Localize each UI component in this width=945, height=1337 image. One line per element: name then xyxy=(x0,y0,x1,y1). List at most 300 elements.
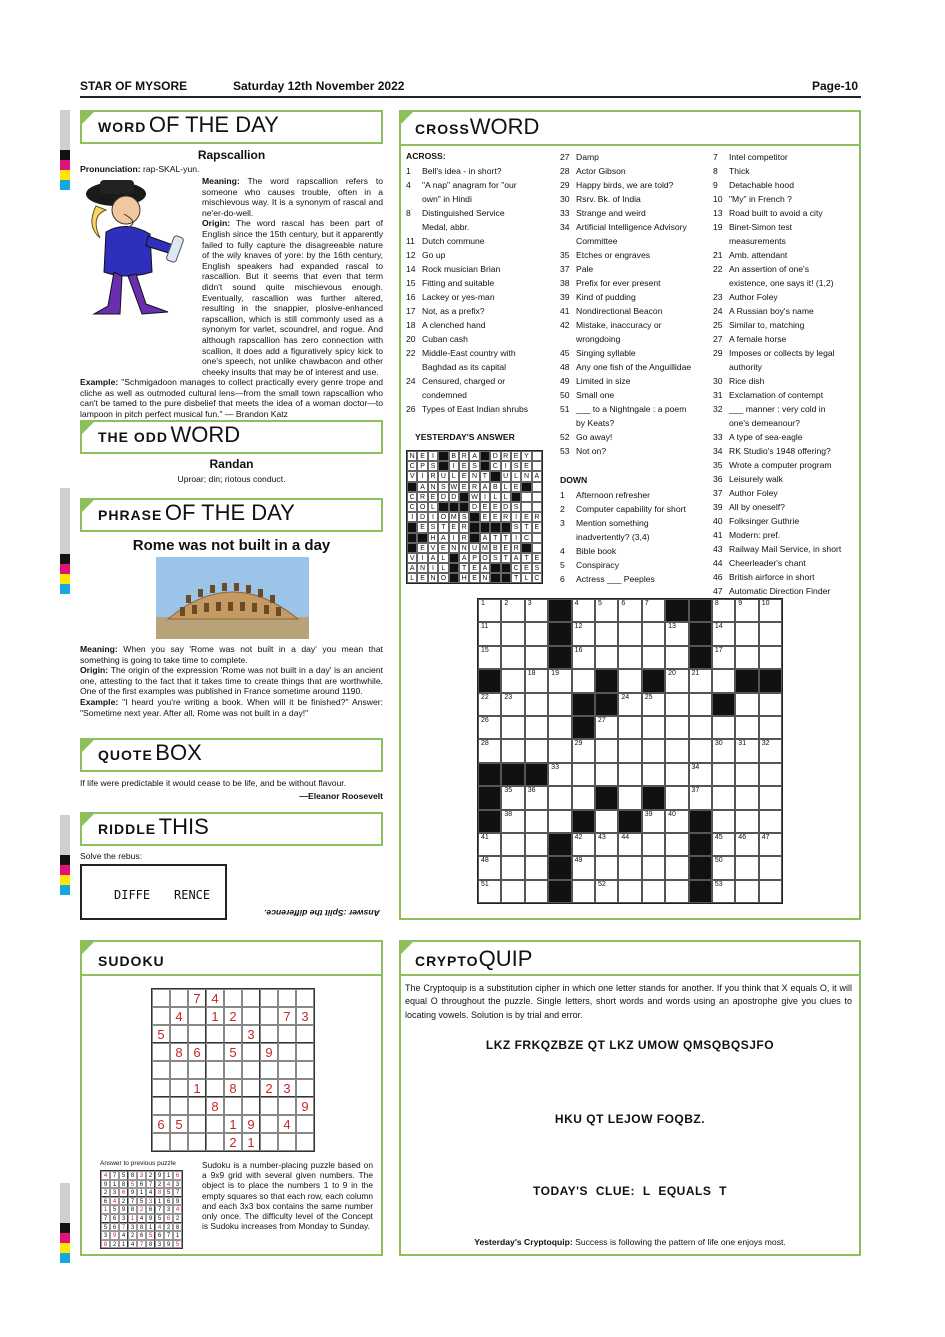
crossword-cell[interactable] xyxy=(618,646,641,669)
crossword-cell[interactable] xyxy=(689,786,712,809)
sudoku-cell[interactable] xyxy=(170,1061,188,1079)
sudoku-cell[interactable] xyxy=(170,1079,188,1097)
crossword-cell[interactable] xyxy=(735,880,758,903)
color-registration-marks xyxy=(60,554,70,594)
crossword-cell[interactable] xyxy=(735,763,758,786)
sudoku-cell[interactable] xyxy=(260,989,278,1007)
crossword-cell[interactable] xyxy=(572,669,595,692)
crossword-cell[interactable] xyxy=(665,646,688,669)
sudoku-cell[interactable] xyxy=(260,1061,278,1079)
crossword-cell[interactable] xyxy=(548,739,571,762)
crossword-cell[interactable] xyxy=(689,763,712,786)
clue-number: 52 xyxy=(560,432,570,442)
sudoku-cell[interactable] xyxy=(278,1025,296,1043)
crossword-cell[interactable] xyxy=(501,739,524,762)
crossword-cell[interactable] xyxy=(618,739,641,762)
sudoku-cell[interactable] xyxy=(242,1061,260,1079)
crossword-cell[interactable] xyxy=(501,599,524,622)
answer-cell: 4 xyxy=(173,1205,182,1214)
crossword-cell[interactable] xyxy=(712,716,735,739)
clue-text: "My" in French ? xyxy=(729,194,792,204)
crossword-cell[interactable] xyxy=(501,856,524,879)
crossword-cell[interactable] xyxy=(665,669,688,692)
clue-text: Fitting and suitable xyxy=(422,278,495,288)
sudoku-cell[interactable] xyxy=(296,1133,314,1151)
margin-gray-bar xyxy=(60,815,70,855)
answer-cell: 9 xyxy=(128,1188,137,1197)
sudoku-cell: 2 xyxy=(260,1079,278,1097)
crossword-cell[interactable] xyxy=(525,856,548,879)
sudoku-cell: 8 xyxy=(170,1043,188,1061)
clue-number: 25 xyxy=(713,320,723,330)
answer-cell: 7 xyxy=(137,1240,146,1249)
crossword-cell[interactable] xyxy=(735,786,758,809)
phrase-body: Meaning: When you say 'Rome was not built in a day' you mean that something is going to take time to complete. Origin: The origin of the expression 'Rome was not built in a day' is an ancient one, attesting to the fact that it takes time to create things that are worthwhile. One of the first examples was published in France sometime around 1190. Example: "I heard you're writing a book. When will it be finished?" Answer: "Sometime next year. After all, Rome was not built in a day!" xyxy=(80,644,384,718)
crossword-cell[interactable] xyxy=(572,856,595,879)
crossword-cell[interactable] xyxy=(548,786,571,809)
crossword-cell[interactable] xyxy=(712,739,735,762)
clue-item xyxy=(713,248,858,262)
sudoku-cell[interactable] xyxy=(278,1061,296,1079)
crossword-cell[interactable] xyxy=(642,763,665,786)
answer-cell: N xyxy=(469,471,479,481)
answer-cell: N xyxy=(428,482,438,492)
sudoku-cell[interactable] xyxy=(170,1097,188,1115)
crossword-cell[interactable] xyxy=(712,786,735,809)
answer-cell xyxy=(532,492,542,502)
crossword-cell[interactable] xyxy=(525,693,548,716)
crossword-cell[interactable] xyxy=(478,646,501,669)
crossword-cell[interactable] xyxy=(642,646,665,669)
sudoku-cell[interactable] xyxy=(224,1097,242,1115)
answer-cell: A xyxy=(480,563,490,573)
crossword-cell[interactable] xyxy=(665,739,688,762)
crossword-cell[interactable] xyxy=(759,810,782,833)
crossword-cell[interactable] xyxy=(501,786,524,809)
answer-cell: 1 xyxy=(155,1197,164,1206)
answer-cell: E xyxy=(532,553,542,563)
clue-item xyxy=(560,332,712,346)
sudoku-cell[interactable] xyxy=(188,1133,206,1151)
crossword-cell[interactable] xyxy=(572,599,595,622)
clue-item xyxy=(560,290,712,304)
crossword-cell[interactable] xyxy=(735,810,758,833)
crossword-cell[interactable] xyxy=(665,693,688,716)
crossword-cell[interactable] xyxy=(759,739,782,762)
crossword-cell[interactable] xyxy=(595,880,618,903)
crossword-cell[interactable] xyxy=(525,833,548,856)
crossword-cell[interactable] xyxy=(478,739,501,762)
page-number: Page-10 xyxy=(812,79,859,93)
answer-cell: E xyxy=(417,543,427,553)
crossword-cell[interactable] xyxy=(759,880,782,903)
yesterday-crossword-grid xyxy=(406,450,543,584)
black-square xyxy=(480,522,490,532)
colosseum-photo xyxy=(156,557,309,639)
crossword-cell[interactable] xyxy=(759,622,782,645)
crossword-cell[interactable] xyxy=(735,622,758,645)
sudoku-cell[interactable] xyxy=(206,1079,224,1097)
crossword-cell[interactable] xyxy=(618,880,641,903)
crossword-cell[interactable] xyxy=(595,646,618,669)
crossword-cell[interactable] xyxy=(712,646,735,669)
sudoku-cell[interactable] xyxy=(296,1025,314,1043)
sudoku-cell[interactable] xyxy=(170,1025,188,1043)
crossword-cell[interactable] xyxy=(642,739,665,762)
answer-cell: O xyxy=(480,553,490,563)
crossword-cell[interactable] xyxy=(642,693,665,716)
sudoku-header-rule xyxy=(80,974,383,976)
crossword-cell[interactable] xyxy=(525,880,548,903)
crossword-cell[interactable] xyxy=(478,880,501,903)
answer-cell: D xyxy=(438,492,448,502)
answer-cell: E xyxy=(521,563,531,573)
crossword-cell[interactable] xyxy=(642,716,665,739)
crossword-cell[interactable] xyxy=(548,669,571,692)
answer-cell: A xyxy=(407,563,417,573)
black-square xyxy=(665,599,688,622)
answer-cell: D xyxy=(490,451,500,461)
answer-cell: C xyxy=(407,461,417,471)
sudoku-cell[interactable] xyxy=(206,1043,224,1061)
crossword-cell[interactable] xyxy=(759,693,782,716)
crossword-cell[interactable] xyxy=(572,880,595,903)
sudoku-grid[interactable] xyxy=(151,988,315,1152)
cell-number: 30 xyxy=(714,740,723,748)
sudoku-cell[interactable] xyxy=(152,1097,170,1115)
crossword-cell[interactable] xyxy=(618,622,641,645)
answer-cell: L xyxy=(428,502,438,512)
clue-text: Pale xyxy=(576,264,594,274)
sudoku-cell[interactable] xyxy=(296,989,314,1007)
answer-cell: P xyxy=(469,553,479,563)
crossword-cell[interactable] xyxy=(572,763,595,786)
sudoku-cell[interactable] xyxy=(170,1133,188,1151)
crossword-cell[interactable] xyxy=(712,669,735,692)
clue-text: Railway Mail Service, in short xyxy=(729,544,842,554)
clue-text: Prefix for ever present xyxy=(576,278,661,288)
sudoku-cell[interactable] xyxy=(224,1061,242,1079)
cell-number: 11 xyxy=(481,623,489,631)
crossword-cell[interactable] xyxy=(759,763,782,786)
black-square xyxy=(407,543,417,553)
crossword-cell[interactable] xyxy=(525,739,548,762)
answer-cell: B xyxy=(490,482,500,492)
crossword-cell[interactable] xyxy=(525,786,548,809)
crossword-cell[interactable] xyxy=(665,763,688,786)
crossword-cell[interactable] xyxy=(689,716,712,739)
sudoku-cell[interactable] xyxy=(188,1007,206,1025)
crossword-cell[interactable] xyxy=(759,786,782,809)
clue-text: Rock musician Brian xyxy=(422,264,501,274)
masthead-rule xyxy=(80,96,861,98)
answer-cell: 8 xyxy=(137,1223,146,1232)
answer-cell: N xyxy=(480,573,490,583)
sudoku-cell[interactable] xyxy=(152,1007,170,1025)
crossword-cell[interactable] xyxy=(525,599,548,622)
sudoku-cell[interactable] xyxy=(242,1007,260,1025)
crossword-cell[interactable] xyxy=(759,646,782,669)
crossword-cell[interactable] xyxy=(735,739,758,762)
clue-number: 36 xyxy=(713,474,723,484)
sudoku-cell[interactable] xyxy=(152,989,170,1007)
crossword-cell[interactable] xyxy=(595,716,618,739)
sudoku-cell[interactable] xyxy=(152,1079,170,1097)
clue-number: 17 xyxy=(406,306,416,316)
clue-text: Etches or engraves xyxy=(576,250,651,260)
crossword-cell[interactable] xyxy=(735,646,758,669)
clue-number: 18 xyxy=(406,320,416,330)
crossword-cell[interactable] xyxy=(525,646,548,669)
crossword-cell[interactable] xyxy=(548,716,571,739)
sudoku-cell[interactable] xyxy=(296,1079,314,1097)
sudoku-cell[interactable] xyxy=(188,1097,206,1115)
crossword-cell[interactable] xyxy=(595,856,618,879)
answer-cell: R xyxy=(501,451,511,461)
crossword-cell[interactable] xyxy=(759,716,782,739)
crossword-cell[interactable] xyxy=(501,669,524,692)
crossword-cell[interactable] xyxy=(665,856,688,879)
crossword-cell[interactable] xyxy=(501,622,524,645)
answer-cell: L xyxy=(511,471,521,481)
answer-cell xyxy=(532,543,542,553)
crossword-cell[interactable] xyxy=(689,693,712,716)
answer-cell: 4 xyxy=(137,1214,146,1223)
crossword-cell[interactable] xyxy=(548,693,571,716)
crossword-cell[interactable] xyxy=(501,716,524,739)
crossword-cell[interactable] xyxy=(665,716,688,739)
crossword-cell[interactable] xyxy=(735,716,758,739)
answer-cell: R xyxy=(511,543,521,553)
answer-cell xyxy=(521,502,531,512)
crossword-cell[interactable] xyxy=(525,716,548,739)
sudoku-cell[interactable] xyxy=(242,989,260,1007)
sudoku-instructions: Sudoku is a number-placing puzzle based on a 9x9 grid with several given numbers. The object is to place the numbers 1 to 9 in the empty squares so that each row, each column and each 3x3 box contains the same number only once. The difficulty level of the Concept is Sudoku increases from Monday to Sunday. xyxy=(202,1160,373,1232)
crossword-cell[interactable] xyxy=(501,810,524,833)
clue-item xyxy=(713,178,858,192)
clue-number: 14 xyxy=(406,264,416,274)
sudoku-cell[interactable] xyxy=(296,1061,314,1079)
answer-cell: 3 xyxy=(173,1180,182,1189)
crossword-cell[interactable] xyxy=(572,786,595,809)
sudoku-cell[interactable] xyxy=(206,1133,224,1151)
crossword-grid[interactable] xyxy=(477,598,783,904)
clue-number: 2 xyxy=(560,504,565,514)
clue-number: 1 xyxy=(560,490,565,500)
sudoku-cell[interactable] xyxy=(152,1043,170,1061)
cell-number: 36 xyxy=(527,787,536,795)
clue-item xyxy=(406,206,556,220)
crossword-cell[interactable] xyxy=(618,833,641,856)
crossword-cell[interactable] xyxy=(618,599,641,622)
crossword-cell[interactable] xyxy=(595,763,618,786)
crossword-cell[interactable] xyxy=(525,622,548,645)
answer-cell: V xyxy=(428,543,438,553)
crossword-cell[interactable] xyxy=(525,669,548,692)
margin-gray-bar xyxy=(60,488,70,554)
cell-number: 6 xyxy=(621,600,626,607)
crossword-cell[interactable] xyxy=(642,599,665,622)
crossword-cell[interactable] xyxy=(759,833,782,856)
crossword-cell[interactable] xyxy=(501,880,524,903)
crossword-cell[interactable] xyxy=(665,622,688,645)
clue-text: Bell's idea - in short? xyxy=(422,166,502,176)
crossword-cell[interactable] xyxy=(501,693,524,716)
sudoku-cell: 4 xyxy=(278,1115,296,1133)
clue-item xyxy=(560,346,712,360)
black-square xyxy=(490,573,500,583)
header-box: BOX xyxy=(155,740,202,765)
crossword-cell[interactable] xyxy=(712,880,735,903)
black-square xyxy=(490,563,500,573)
sudoku-cell[interactable] xyxy=(260,1133,278,1151)
answer-cell: 6 xyxy=(164,1214,173,1223)
sudoku-cell[interactable] xyxy=(224,1025,242,1043)
crossword-cell[interactable] xyxy=(712,763,735,786)
crossword-cell[interactable] xyxy=(642,880,665,903)
sudoku-cell[interactable] xyxy=(278,1133,296,1151)
sudoku-cell[interactable] xyxy=(152,1061,170,1079)
crossword-cell[interactable] xyxy=(689,669,712,692)
crossword-cell[interactable] xyxy=(478,622,501,645)
crossword-cell[interactable] xyxy=(735,833,758,856)
crossword-cell[interactable] xyxy=(665,786,688,809)
sudoku-cell[interactable] xyxy=(206,1061,224,1079)
crossword-cell[interactable] xyxy=(712,599,735,622)
crossword-cell[interactable] xyxy=(572,833,595,856)
answer-cell: P xyxy=(417,461,427,471)
sudoku-cell[interactable] xyxy=(278,1097,296,1115)
crossword-cell[interactable] xyxy=(642,856,665,879)
crossword-cell[interactable] xyxy=(665,880,688,903)
answer-cell: 2 xyxy=(173,1214,182,1223)
rebus-part-2: RENCE xyxy=(174,888,211,902)
crossword-cell[interactable] xyxy=(572,739,595,762)
crossword-cell[interactable] xyxy=(735,856,758,879)
sudoku-cell[interactable] xyxy=(188,1025,206,1043)
crossword-cell[interactable] xyxy=(618,693,641,716)
sudoku-cell[interactable] xyxy=(206,1025,224,1043)
sudoku-cell[interactable] xyxy=(260,1115,278,1133)
clue-number: 4 xyxy=(560,546,565,556)
odd-word-meaning: Uproar; din; riotous conduct. xyxy=(177,474,286,484)
crossword-cell[interactable] xyxy=(735,599,758,622)
crossword-cell[interactable] xyxy=(735,693,758,716)
sudoku-cell[interactable] xyxy=(260,1097,278,1115)
crossword-cell[interactable] xyxy=(595,739,618,762)
crossword-cell[interactable] xyxy=(478,716,501,739)
crossword-cell[interactable] xyxy=(595,833,618,856)
sudoku-cell[interactable] xyxy=(188,1061,206,1079)
clue-text-continued: authority xyxy=(729,362,762,372)
clue-item xyxy=(406,234,556,248)
color-registration-marks xyxy=(60,150,70,190)
crossword-cell[interactable] xyxy=(665,833,688,856)
sudoku-cell[interactable] xyxy=(242,1043,260,1061)
crossword-cell[interactable] xyxy=(478,693,501,716)
sudoku-cell: 7 xyxy=(188,989,206,1007)
crossword-cell[interactable] xyxy=(712,810,735,833)
crossword-cell[interactable] xyxy=(525,810,548,833)
clue-number: 21 xyxy=(713,250,723,260)
crossword-cell[interactable] xyxy=(548,810,571,833)
answer-cell: M xyxy=(480,543,490,553)
sudoku-cell[interactable] xyxy=(296,1043,314,1061)
crossword-cell[interactable] xyxy=(478,833,501,856)
margin-gray-bar xyxy=(60,1183,70,1223)
crossword-cell[interactable] xyxy=(642,833,665,856)
sudoku-cell[interactable] xyxy=(188,1115,206,1133)
sudoku-cell[interactable] xyxy=(170,989,188,1007)
answer-cell: 8 xyxy=(155,1188,164,1197)
black-square xyxy=(548,833,571,856)
black-square xyxy=(525,763,548,786)
clue-item xyxy=(560,192,712,206)
clue-text-continued: condemned xyxy=(422,390,467,400)
crossword-cell[interactable] xyxy=(618,763,641,786)
sudoku-cell: 5 xyxy=(152,1025,170,1043)
crossword-cell[interactable] xyxy=(642,622,665,645)
sudoku-cell[interactable] xyxy=(296,1115,314,1133)
crossword-cell[interactable] xyxy=(618,786,641,809)
crossword-cell[interactable] xyxy=(595,810,618,833)
crossword-cell[interactable] xyxy=(501,646,524,669)
black-square xyxy=(521,543,531,553)
sudoku-cell[interactable] xyxy=(242,1097,260,1115)
crossword-cell[interactable] xyxy=(712,833,735,856)
sudoku-cell[interactable] xyxy=(224,989,242,1007)
sudoku-cell[interactable] xyxy=(278,989,296,1007)
crossword-cell[interactable] xyxy=(689,739,712,762)
crossword-cell[interactable] xyxy=(618,856,641,879)
clue-item xyxy=(713,234,858,248)
crossword-cell[interactable] xyxy=(478,856,501,879)
crossword-cell[interactable] xyxy=(548,763,571,786)
sudoku-cell[interactable] xyxy=(260,1007,278,1025)
answer-cell: E xyxy=(428,492,438,502)
crossword-cell[interactable] xyxy=(712,856,735,879)
black-square xyxy=(501,763,524,786)
answer-cell: 3 xyxy=(110,1188,119,1197)
crossword-cell[interactable] xyxy=(618,669,641,692)
answer-cell: 9 xyxy=(110,1231,119,1240)
crossword-cell[interactable] xyxy=(595,622,618,645)
cell-number: 52 xyxy=(597,880,606,888)
clue-text: Mistake, inaccuracy or xyxy=(576,320,662,330)
crossword-cell[interactable] xyxy=(478,599,501,622)
black-square xyxy=(449,502,459,512)
answer-cell: E xyxy=(521,461,531,471)
crossword-cell[interactable] xyxy=(665,810,688,833)
crossword-cell[interactable] xyxy=(759,599,782,622)
crossword-cell[interactable] xyxy=(642,810,665,833)
crossword-cell[interactable] xyxy=(759,856,782,879)
sudoku-cell[interactable] xyxy=(260,1025,278,1043)
answer-cell: M xyxy=(449,512,459,522)
crossword-cell[interactable] xyxy=(501,833,524,856)
crossword-cell[interactable] xyxy=(572,646,595,669)
yesterday-cryptoquip: Yesterday's Cryptoquip: Success is following the pattern of life one enjoys most. xyxy=(474,1237,786,1247)
sudoku-cell[interactable] xyxy=(242,1079,260,1097)
crossword-cell[interactable] xyxy=(618,716,641,739)
sudoku-cell[interactable] xyxy=(278,1043,296,1061)
crossword-cell[interactable] xyxy=(712,622,735,645)
crossword-cell[interactable] xyxy=(572,622,595,645)
sudoku-cell[interactable] xyxy=(206,1115,224,1133)
crossword-cell[interactable] xyxy=(595,599,618,622)
sudoku-cell[interactable] xyxy=(152,1133,170,1151)
cell-number: 5 xyxy=(597,600,602,607)
